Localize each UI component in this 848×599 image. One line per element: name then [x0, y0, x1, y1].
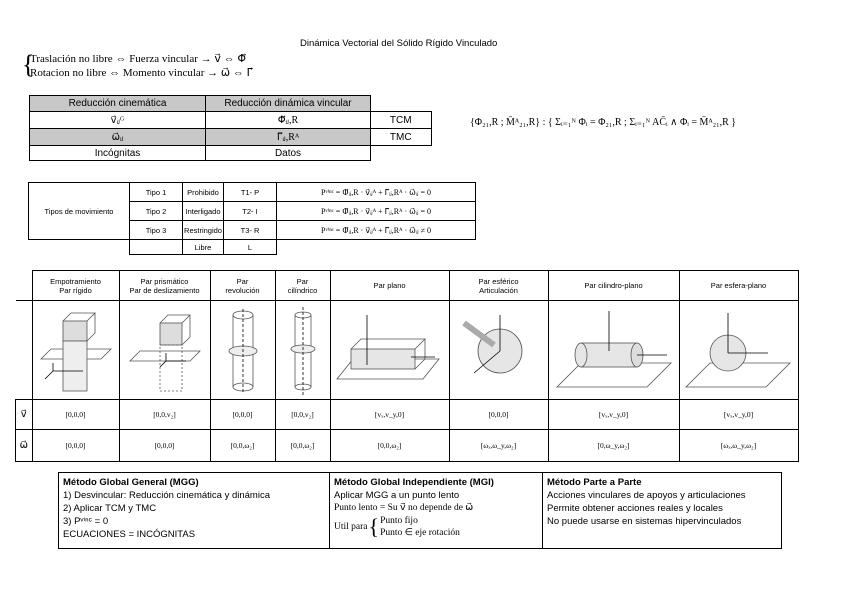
mgi-cell	[330, 473, 543, 549]
movement-types-label: Tipos de movimiento	[29, 183, 130, 240]
movement-name: Prohibido	[183, 183, 224, 202]
joint-header: Par prismático Par de deslizamiento	[119, 271, 210, 301]
omega-cell: [0,0,ω₂]	[210, 430, 275, 462]
datos-label: Datos	[206, 146, 371, 161]
mgg-step: 3) Pᵛⁱⁿᶜ = 0	[63, 516, 109, 527]
brace-icon: {	[368, 514, 380, 539]
tipo-cell: Tipo 2	[130, 202, 183, 221]
joints-header-row	[16, 271, 799, 301]
spherical-joint-figure	[449, 301, 548, 400]
joints-table	[15, 270, 799, 462]
ppp-line: Acciones vinculares de apoyos y articulaciones	[547, 490, 746, 501]
movement-name: Interligado	[183, 202, 224, 221]
omega-cell: [0,ω_y,ω₂]	[548, 430, 679, 462]
page-title: Dinámica Vectorial del Sólido Rígido Vinculado	[300, 38, 498, 49]
mgg-cell	[59, 473, 330, 549]
methods-table	[58, 472, 782, 549]
power-formula	[277, 240, 476, 255]
mgg-step: 2) Aplicar TCM y TMC	[63, 503, 157, 514]
header-dynamic: Reducción dinámica vincular	[206, 96, 371, 112]
movement-types-table	[28, 182, 476, 255]
revolute-joint-figure	[210, 301, 275, 400]
omega-cell: [0,0,ω₂]	[275, 430, 330, 462]
table-row	[30, 146, 432, 161]
header-kinematic: Reducción cinemática	[30, 96, 206, 112]
joint-header: Empotramiento Par rígido	[32, 271, 119, 301]
power-formula: Pᵛⁱⁿᶜ = Φ⃗ᵢⱼ,R · v⃗ᵢⱼᴬ + Γ⃗ᵢⱼ,Rᴬ · ω⃗ᵢⱼ ≠ 0	[277, 221, 476, 240]
omega-cell: [0,0,ω₂]	[330, 430, 449, 462]
ppp-line: No puede usarse en sistemas hipervinculados	[547, 516, 742, 527]
velocity-row-label: v⃗	[16, 400, 33, 430]
tmc-label: TMC	[371, 129, 432, 146]
cylinder-plane-joint-figure	[548, 301, 679, 400]
power-formula: Pᵛⁱⁿᶜ = Φ⃗ᵢⱼ,R · v⃗ᵢⱼᴬ + Γ⃗ᵢⱼ,Rᴬ · ω⃗ᵢⱼ = 0	[277, 183, 476, 202]
joint-header: Par revolución	[210, 271, 275, 301]
dyn-force: Φ⃗ᵢⱼ,R	[206, 112, 371, 129]
velocity-cell: [vₓ,v_y,0]	[330, 400, 449, 430]
mgi-line: Aplicar MGG a un punto lento	[334, 490, 460, 501]
mgg-title: Método Global General (MGG)	[63, 477, 199, 488]
omega-row	[16, 430, 799, 462]
velocity-cell: [0,0,v₂]	[119, 400, 210, 430]
constraint-equivalences	[22, 52, 253, 80]
tipo-cell	[130, 240, 183, 255]
movement-code: T3- R	[224, 221, 277, 240]
tipo-cell: Tipo 3	[130, 221, 183, 240]
joints-figure-row	[16, 301, 799, 400]
movement-code: T2- I	[224, 202, 277, 221]
tipo-cell: Tipo 1	[130, 183, 183, 202]
prismatic-joint-figure	[119, 301, 210, 400]
movement-name: Restringido	[183, 221, 224, 240]
dyn-moment: Γ⃗ᵢⱼ,Rᴬ	[206, 129, 371, 146]
reduction-table	[29, 95, 432, 161]
incognitas-label: Incógnitas	[30, 146, 206, 161]
movement-code: T1- P	[224, 183, 277, 202]
velocity-row	[16, 400, 799, 430]
omega-row-label: ω⃗	[16, 430, 33, 462]
omega-cell: [ωₓ,ω_y,ω₂]	[449, 430, 548, 462]
power-formula: Pᵛⁱⁿᶜ = Φ⃗ᵢⱼ,R · v⃗ᵢⱼᴬ + Γ⃗ᵢⱼ,Rᴬ · ω⃗ᵢⱼ = 0	[277, 202, 476, 221]
velocity-cell: [vₓ,v_y,0]	[548, 400, 679, 430]
mgi-util	[334, 515, 538, 539]
ppp-title: Método Parte a Parte	[547, 477, 642, 488]
mgg-step: ECUACIONES = INCÓGNITAS	[63, 529, 196, 540]
movement-code: L	[224, 240, 277, 255]
rotation-line: Rotacion no libre ⇔ Momento vincular → ω⃗ ⇔ Γ⃗	[30, 67, 253, 79]
table-row	[29, 240, 476, 255]
velocity-cell: [0,0,0]	[449, 400, 548, 430]
velocity-cell: [0,0,0]	[32, 400, 119, 430]
mgg-step: 1) Desvincular: Reducción cinemática y dinámica	[63, 490, 270, 501]
joint-header: Par esfera-plano	[679, 271, 798, 301]
translation-line: Traslación no libre ⇔ Fuerza vincular → v⃗ ⇔ Φ⃗	[30, 53, 247, 65]
util-label: Util para	[334, 522, 368, 532]
fixed-joint-figure	[32, 301, 119, 400]
velocity-cell: [0,0,v₂]	[275, 400, 330, 430]
joint-header: Par cilíndrico	[275, 271, 330, 301]
util-item: Punto ∈ eje rotación	[380, 528, 460, 538]
joint-header: Par plano	[330, 271, 449, 301]
mgi-title: Método Global Independiente (MGI)	[334, 477, 494, 488]
table-row	[29, 183, 476, 202]
left-brace-icon: {	[22, 50, 35, 79]
velocity-cell: [vₓ,v_y,0]	[679, 400, 798, 430]
table-row	[30, 112, 432, 129]
tcm-label: TCM	[371, 112, 432, 129]
mgi-line: Punto lento = Su v⃗ no depende de ω⃗	[334, 503, 474, 513]
velocity-cell: [0,0,0]	[210, 400, 275, 430]
kin-velocity: v⃗ᵢⱼᴳ	[30, 112, 206, 129]
omega-cell: [0,0,0]	[119, 430, 210, 462]
joint-header: Par cilindro-plano	[548, 271, 679, 301]
omega-cell: [ωₓ,ω_y,ω₂]	[679, 430, 798, 462]
omega-cell: [0,0,0]	[32, 430, 119, 462]
planar-joint-figure	[330, 301, 449, 400]
sphere-plane-joint-figure	[679, 301, 798, 400]
util-item: Punto fijo	[380, 516, 418, 526]
kin-omega: ω⃗ᵢⱼ	[30, 129, 206, 146]
torsor-formula: {Φ₂₁,R ; M̄ᴬ₂₁,R} : { Σᵢ₌₁ᴺ Φᵢ = Φ₂₁,R ; Σᵢ₌₁ᴺ AC̄ᵢ ∧ Φᵢ = M̄ᴬ₂₁,R }	[470, 117, 737, 128]
ppp-line: Permite obtener acciones reales y locales	[547, 503, 723, 514]
movement-name: Libre	[183, 240, 224, 255]
cylindrical-joint-figure	[275, 301, 330, 400]
ppp-cell	[543, 473, 782, 549]
table-row	[30, 129, 432, 146]
joint-header: Par esférico Articulación	[449, 271, 548, 301]
